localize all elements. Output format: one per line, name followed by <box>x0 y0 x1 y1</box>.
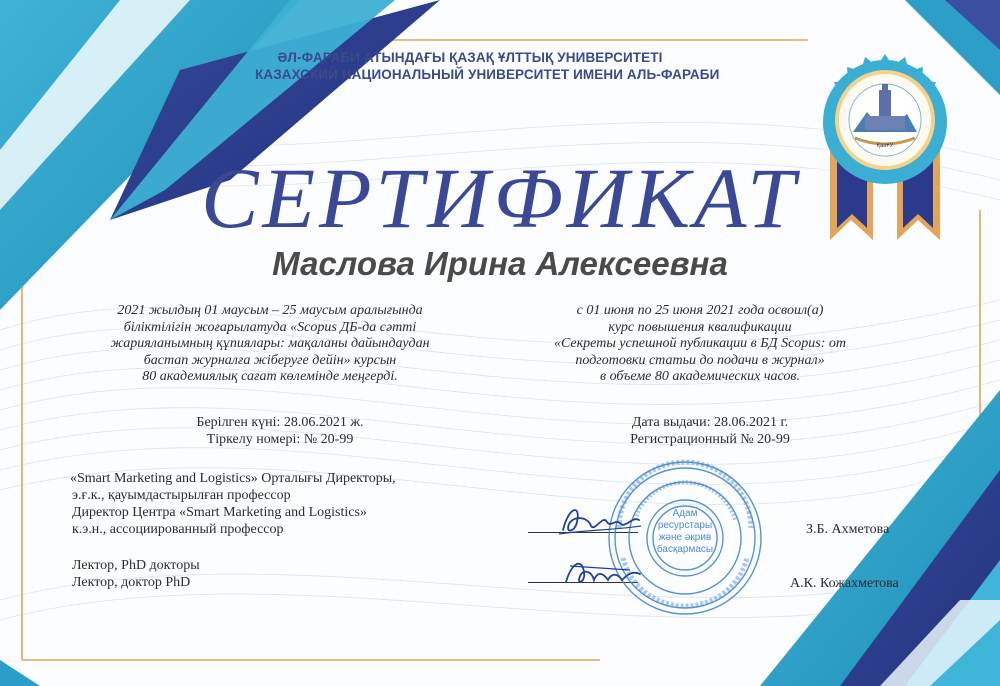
lecturer-name: А.К. Кожахметова <box>790 576 899 591</box>
stamp-center-text <box>655 508 715 556</box>
director-title-kz: «Smart Marketing and Logistics» Орталығы Директоры, <box>70 471 396 486</box>
director-name: З.Б. Ахметова <box>806 522 890 537</box>
body-ru-line: с 01 июня по 25 июня 2021 года освоил(а) <box>576 303 824 318</box>
director-degree-kz: э.ғ.к., қауымдастырылған профессор <box>72 488 291 503</box>
stamp-line: ресурстары <box>657 520 713 531</box>
stamp-line: басқармасы <box>656 544 714 555</box>
university-name-kz: ӘЛ-ФАРАБИ АТЫНДАҒЫ ҚАЗАҚ ҰЛТТЫҚ УНИВЕРСИТЕТІ <box>277 50 663 65</box>
body-ru-line: подготовки статьи до подачи в журнал» <box>575 352 825 368</box>
body-ru-line: курс повышения квалификации <box>608 319 792 335</box>
stamp-line: және әкрив <box>658 532 712 543</box>
body-ru-line: в объеме 80 академических часов. <box>600 369 800 384</box>
registration-number-kz: Тіркелу номері: № 20-99 <box>206 432 354 447</box>
director-title-ru: Директор Центра «Smart Marketing and Logistics» <box>72 505 367 520</box>
body-kz-line: 80 академиялық сағат көлемінде меңгерді. <box>142 369 398 384</box>
stamp-line: Адам <box>672 508 698 519</box>
issue-date-ru: Дата выдачи: 28.06.2021 г. <box>631 415 789 430</box>
registration-number-ru: Регистрационный № 20-99 <box>630 432 790 447</box>
director-signature-icon <box>555 500 645 540</box>
body-kz-line: бастап журналға жіберуге дейін» курсын <box>143 352 397 368</box>
lecturer-signature-icon <box>560 552 645 592</box>
recipient-name: Маслова Ирина Алексеевна <box>272 245 728 282</box>
certificate-title: СЕРТИФИКАТ <box>201 150 799 246</box>
svg-text:ҚазҰУ: ҚазҰУ <box>876 143 894 149</box>
lecturer-title-ru: Лектор, доктор PhD <box>72 575 191 590</box>
lecturer-title-kz: Лектор, PhD докторы <box>72 558 200 573</box>
university-name-ru: КАЗАХСКИЙ НАЦИОНАЛЬНЫЙ УНИВЕРСИТЕТ ИМЕНИ АЛЬ-ФАРАБИ <box>255 67 720 82</box>
body-text-kz <box>70 303 470 386</box>
body-text-ru <box>500 303 900 386</box>
director-degree-ru: к.э.н., ассоциированный профессор <box>72 522 284 537</box>
body-ru-line: «Секреты успешной публикации в БД Scopus: от <box>553 336 847 351</box>
body-kz-line: біліктілігін жоғарылатуда «Scopus ДБ-да сәтті <box>123 319 417 335</box>
body-kz-line: жарияланымның құпиялары: мақаланы дайындаудан <box>110 336 430 351</box>
body-kz-line: 2021 жылдың 01 маусым – 25 маусым аралығында <box>117 303 423 318</box>
issue-date-kz: Берілген күні: 28.06.2021 ж. <box>196 415 364 430</box>
